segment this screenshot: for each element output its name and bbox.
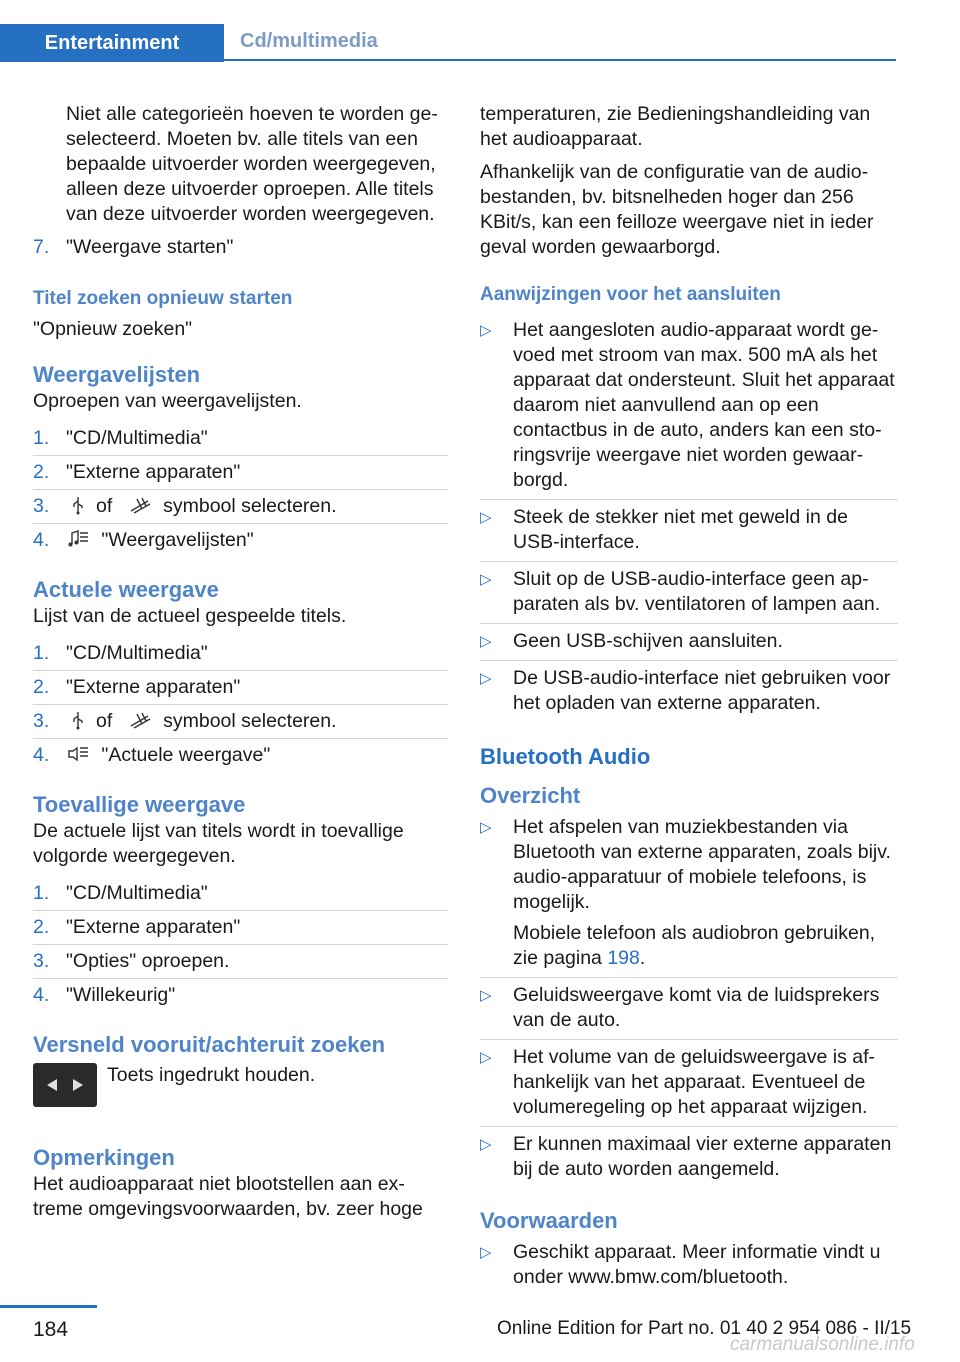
page-reference-link[interactable]: 198 <box>607 947 640 969</box>
seek-row <box>33 1063 448 1107</box>
playlists-heading: Weergavelijsten <box>33 362 201 387</box>
config-text: Afhankelijk van de configuratie van de audiobestanden, bv. bitsnelheden hoger dan 256 KBit/s, kan een feilloze weergave niet in ieder geval worden gewaarborgd. <box>480 161 874 258</box>
list-item <box>480 661 898 722</box>
step-number: 3. <box>33 495 50 517</box>
step-or-text: of <box>96 710 113 732</box>
bullet-triangle-icon: ▷ <box>480 987 492 1004</box>
connect-list <box>480 313 898 722</box>
bullet-triangle-icon: ▷ <box>480 322 492 339</box>
step-text: "CD/Multimedia" <box>66 427 208 449</box>
list-item-text: Sluit op de USB-audio-interface geen apparaten als bv. ventilatoren of lampen aan. <box>513 568 881 615</box>
playlist-icon <box>66 529 90 549</box>
seek-forward-icon <box>69 1076 87 1094</box>
step-text: "CD/Multimedia" <box>66 642 208 664</box>
step-text: "Actuele weergave" <box>101 744 271 766</box>
step-text: symbool selecteren. <box>163 495 337 517</box>
bullet-triangle-icon: ▷ <box>480 633 492 650</box>
step-item <box>33 877 448 911</box>
requirements-heading: Voorwaarden <box>480 1208 618 1233</box>
bluetooth-audio-heading: Bluetooth Audio <box>480 744 651 769</box>
tab-cd-multimedia[interactable]: Cd/multimedia <box>224 24 896 61</box>
overview-list <box>480 810 898 1188</box>
list-item <box>480 500 898 562</box>
requirements-list <box>480 1235 898 1296</box>
step-text: "Externe apparaten" <box>66 676 241 698</box>
step-number: 3. <box>33 950 50 972</box>
random-heading: Toevallige weergave <box>33 792 246 817</box>
current-playback-icon <box>66 744 90 764</box>
list-item-text: Het aangesloten audio-apparaat wordt gevoed met stroom van max. 500 mA als het apparaat dat ondersteunt. Sluit het apparaat daarom niet aanvullend aan op een contactbus in de auto, anders kan een storingsvrije weergave niet worden gewaarborgd. <box>513 319 895 491</box>
right-column <box>480 102 898 1302</box>
step-item <box>33 637 448 671</box>
step-text: "Weergavelijsten" <box>101 529 254 551</box>
list-item-text: Het volume van de geluidsweergave is afhankelijk van het apparaat. Eventueel de volumeregeling op het apparaat wijzigen. <box>513 1046 876 1118</box>
seek-buttons-image <box>33 1063 97 1107</box>
playlists-text: Oproepen van weergavelijsten. <box>33 390 302 412</box>
bullet-triangle-icon: ▷ <box>480 571 492 588</box>
step-item <box>33 911 448 945</box>
intro-paragraph: Niet alle categorieën hoeven te worden geselecteerd. Moeten bv. alle titels van een bepaalde uitvoerder worden weergegeven, alleen deze uitvoerder oproepen. Alle titels van deze uitvoerder worden weergegeven. <box>66 103 438 225</box>
step-item <box>33 524 448 557</box>
bullet-triangle-icon: ▷ <box>480 509 492 526</box>
list-item <box>480 1127 898 1188</box>
current-text: Lijst van de actueel gespeelde titels. <box>33 605 347 627</box>
step-number: 1. <box>33 427 50 449</box>
watermark-text: carmanualsonline.info <box>730 1334 915 1355</box>
connect-heading: Aanwijzingen voor het aansluiten <box>480 284 781 305</box>
list-item <box>480 810 898 978</box>
step-item <box>33 739 448 772</box>
list-item-text: Geluidsweergave komt via de luidsprekers van de auto. <box>513 984 880 1031</box>
list-item <box>480 562 898 624</box>
seek-text: Toets ingedrukt houden. <box>107 1064 316 1086</box>
random-text: De actuele lijst van titels wordt in toevallige volgorde weergegeven. <box>33 820 404 867</box>
step-number: 2. <box>33 916 50 938</box>
bullet-triangle-icon: ▷ <box>480 1049 492 1066</box>
step-item <box>33 490 448 524</box>
step-text: "Weergave starten" <box>66 236 234 258</box>
list-item <box>480 313 898 500</box>
reference-suffix: . <box>639 947 646 969</box>
notes-text: Het audioapparaat niet blootstellen aan extreme omgevingsvoorwaarden, bv. zeer hoge <box>33 1173 423 1220</box>
step-number: 4. <box>33 744 50 766</box>
list-item-text: Geen USB-schijven aansluiten. <box>513 630 783 652</box>
list-item <box>480 1040 898 1127</box>
list-item-text: Het afspelen van muziekbestanden via Bluetooth van externe apparaten, zoals bijv. audio-apparatuur of mobiele telefoons, is mogelijk. <box>513 816 891 913</box>
notes-heading: Opmerkingen <box>33 1145 175 1170</box>
bullet-triangle-icon: ▷ <box>480 1244 492 1261</box>
step-text: "Willekeurig" <box>66 984 176 1006</box>
chapter-tabs <box>0 24 896 62</box>
list-item-text: Er kunnen maximaal vier externe apparaten bij de auto worden aangemeld. <box>513 1133 892 1180</box>
step-text: "Externe apparaten" <box>66 916 241 938</box>
step-item <box>33 705 448 739</box>
step-number: 2. <box>33 676 50 698</box>
step-text: "Externe apparaten" <box>66 461 241 483</box>
current-steps <box>33 637 448 772</box>
step-item <box>33 945 448 979</box>
list-item-text <box>513 921 898 971</box>
step-text: "CD/Multimedia" <box>66 882 208 904</box>
step-item <box>33 671 448 705</box>
tab-entertainment[interactable]: Entertainment <box>0 24 224 62</box>
step-item <box>33 422 448 456</box>
step-item <box>33 979 448 1012</box>
step-text: "Opties" oproepen. <box>66 950 230 972</box>
list-item <box>480 624 898 661</box>
step-item <box>33 456 448 490</box>
continued-text: temperaturen, zie Bedieningshandleiding van het audioapparaat. <box>480 103 871 150</box>
page-number: 184 <box>33 1318 69 1341</box>
random-steps <box>33 877 448 1012</box>
footer-rule <box>0 1305 97 1308</box>
bullet-triangle-icon: ▷ <box>480 670 492 687</box>
usb-icon <box>66 710 90 730</box>
bullet-triangle-icon: ▷ <box>480 1136 492 1153</box>
edition-text: Online Edition for Part no. 01 40 2 954 086 - II/15 <box>497 1318 912 1339</box>
step-item <box>33 235 448 264</box>
usb-icon <box>66 495 90 515</box>
overview-heading: Overzicht <box>480 783 581 808</box>
playlists-steps <box>33 422 448 557</box>
step-text: symbool selecteren. <box>163 710 337 732</box>
list-item <box>480 978 898 1040</box>
step-number: 2. <box>33 461 50 483</box>
step-number: 3. <box>33 710 50 732</box>
current-heading: Actuele weergave <box>33 577 219 602</box>
step-number: 7. <box>33 236 50 258</box>
step-number: 1. <box>33 882 50 904</box>
seek-back-icon <box>43 1076 61 1094</box>
music-device-icon <box>128 710 152 730</box>
list-item-text: Steek de stekker niet met geweld in de USB-interface. <box>513 506 848 553</box>
step-number: 4. <box>33 529 50 551</box>
step-number: 1. <box>33 642 50 664</box>
music-device-icon <box>128 495 152 515</box>
restart-text: "Opnieuw zoeken" <box>33 318 193 340</box>
bullet-triangle-icon: ▷ <box>480 819 492 836</box>
step-or-text: of <box>96 495 113 517</box>
seek-heading: Versneld vooruit/achteruit zoeken <box>33 1032 386 1057</box>
restart-heading: Titel zoeken opnieuw starten <box>33 288 293 309</box>
step-number: 4. <box>33 984 50 1006</box>
list-item-text: Geschikt apparaat. Meer informatie vindt u onder www.bmw.com/bluetooth. <box>513 1241 881 1288</box>
reference-text: Mobiele telefoon als audiobron gebruiken, zie pagina <box>513 922 876 969</box>
list-item-text: De USB-audio-interface niet gebruiken voor het opladen van externe apparaten. <box>513 667 891 714</box>
left-column <box>33 102 448 1230</box>
list-item <box>480 1235 898 1296</box>
